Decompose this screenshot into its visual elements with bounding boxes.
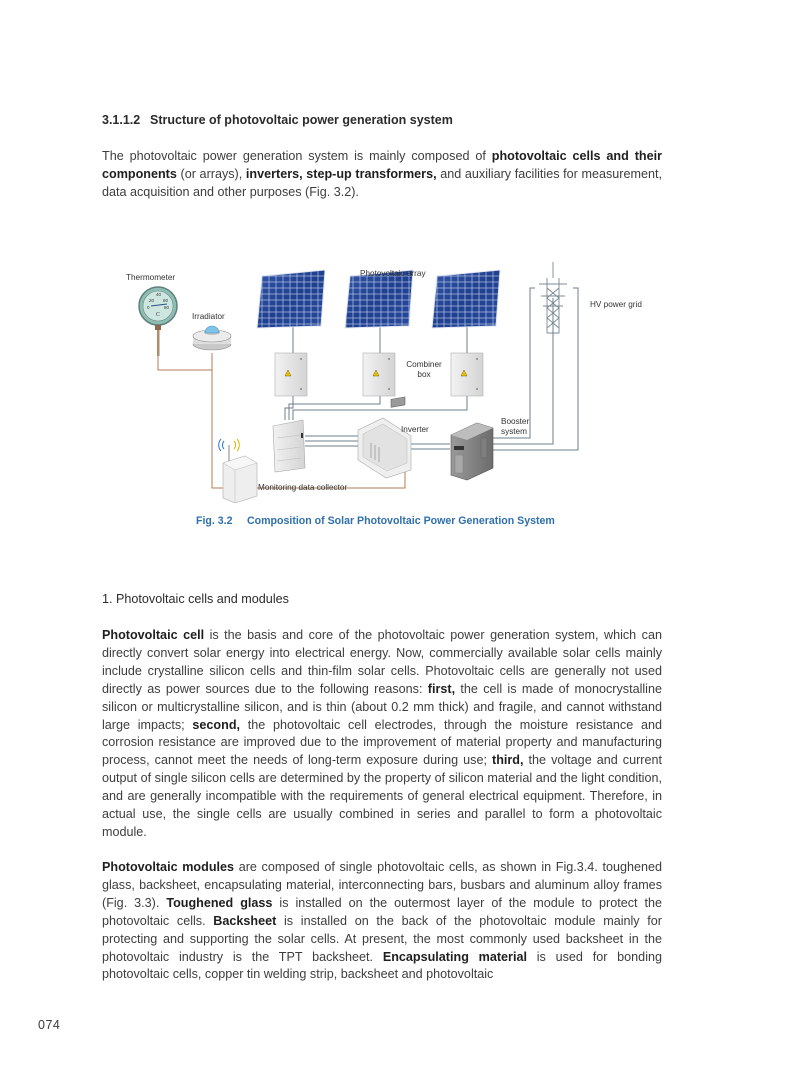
paragraph-text: the cell is made of monocrystalline silicon or multicrystalline silicon, and is thin (about 0.2 mm thick) and fragile, and cannot withstand large impacts;	[102, 681, 662, 732]
label-booster-line1: Booster	[501, 417, 530, 426]
label-combiner-line1: Combiner	[406, 360, 442, 369]
svg-text:60: 60	[163, 298, 169, 303]
svg-text:20: 20	[149, 298, 155, 303]
monitoring-collector-icon	[219, 439, 257, 503]
paragraph-text: are composed of single photovoltaic cells, as shown in Fig.3.4. toughened glass, backsheet, encapsulating material, interconnecting bars, busbars and aluminum alloy frames (Fig. 3.3).	[102, 860, 662, 910]
label-pv-array: Photovoltaic array	[360, 269, 426, 278]
term-emphasis: Photovoltaic cell	[102, 628, 205, 642]
label-combiner-box	[399, 360, 449, 380]
diagram-graphic	[115, 258, 675, 503]
modules-paragraph	[102, 859, 662, 984]
paragraph-text: is installed on the outermost layer of the module to protect the photovoltaic cells.	[102, 895, 662, 928]
pv-system-diagram	[115, 258, 675, 503]
caption-title: Composition of Solar Photovoltaic Power Generation System	[247, 515, 555, 527]
label-inverter: Inverter	[401, 425, 429, 434]
subsection-heading: 1. Photovoltaic cells and modules	[102, 592, 289, 606]
paragraph-text: is installed on the back of the photovoltaic module mainly for protecting and supporting the solar cells. At present, the most commonly used backsheet in the photovoltaic industry is the TPT backsheet.	[102, 913, 662, 964]
cells-paragraph	[102, 627, 662, 842]
pv-panel-icon	[432, 270, 500, 328]
intro-text: (or arrays),	[176, 166, 246, 181]
term-emphasis: Encapsulating material	[382, 949, 527, 964]
paragraph-text: is used for bonding photovoltaic cells, copper tin welding strip, backsheet and photovoltaic	[102, 949, 662, 982]
combiner-box-icon	[451, 353, 483, 396]
section-heading	[102, 113, 453, 127]
label-combiner-line2: box	[417, 370, 431, 379]
svg-text:0: 0	[147, 305, 150, 310]
term-emphasis: second,	[192, 717, 241, 732]
label-booster-line2: system	[501, 427, 527, 436]
label-thermometer: Thermometer	[126, 273, 176, 282]
paragraph-text: the voltage and current output of single silicon cells are determined by the property of silicon material and the light condition, and are generally incompatible with the requirements of general electrical equipment. Therefore, in actual use, the single cells are usually combined in series and parallel to form a photovoltaic module.	[102, 753, 662, 839]
combiner-box-icon	[363, 353, 395, 396]
term-emphasis: third,	[492, 753, 524, 768]
figure-caption	[196, 515, 555, 527]
intro-text: The photovoltaic power generation system is mainly composed of	[102, 149, 492, 163]
page-number: 074	[38, 1018, 61, 1032]
term-emphasis: Photovoltaic modules	[102, 860, 235, 874]
term-emphasis: Toughened glass	[166, 895, 273, 910]
pv-panel-icon	[257, 270, 325, 328]
label-booster-system	[501, 417, 529, 437]
svg-text:80: 80	[164, 305, 170, 310]
section-title: Structure of photovoltaic power generation system	[150, 113, 453, 127]
inverter-icon	[358, 397, 411, 478]
label-monitoring-collector: Monitoring data collector	[258, 483, 348, 492]
term-emphasis: first,	[427, 681, 456, 696]
irradiator-icon	[193, 326, 231, 350]
section-number: 3.1.1.2	[102, 113, 141, 127]
term-emphasis: Backsheet	[213, 913, 277, 928]
intro-paragraph	[102, 148, 662, 202]
svg-text:40: 40	[156, 292, 162, 297]
label-irradiator: Irradiator	[192, 312, 225, 321]
dc-cabinet-icon	[273, 420, 305, 472]
paragraph-text: is the basis and core of the photovoltaic power generation system, which can directly convert solar energy into electrical energy. Now, commercially available solar cells mainly include crystalline silicon cells and thin-film solar cells. Photovoltaic cells are generally not used directly as power sources due to the following reasons:	[102, 628, 662, 696]
booster-system-icon	[451, 423, 493, 480]
intro-emphasis: photovoltaic cells and their components	[102, 149, 662, 181]
intro-emphasis: inverters, step-up transformers,	[245, 166, 437, 181]
combiner-box-icon	[275, 353, 307, 396]
svg-text:C: C	[156, 312, 161, 318]
paragraph-text: the photovoltaic cell electrodes, through the moisture resistance and corrosion resistance are improved due to the improvement of material property and manufacturing process, cannot meet the needs of long-term exposure during use;	[102, 717, 662, 768]
intro-text: and auxiliary facilities for measurement, data acquisition and other purposes (Fig. 3.2).	[102, 166, 663, 199]
label-hv-grid: HV power grid	[590, 300, 642, 309]
thermometer-icon	[139, 287, 177, 356]
caption-number: Fig. 3.2	[196, 515, 233, 527]
